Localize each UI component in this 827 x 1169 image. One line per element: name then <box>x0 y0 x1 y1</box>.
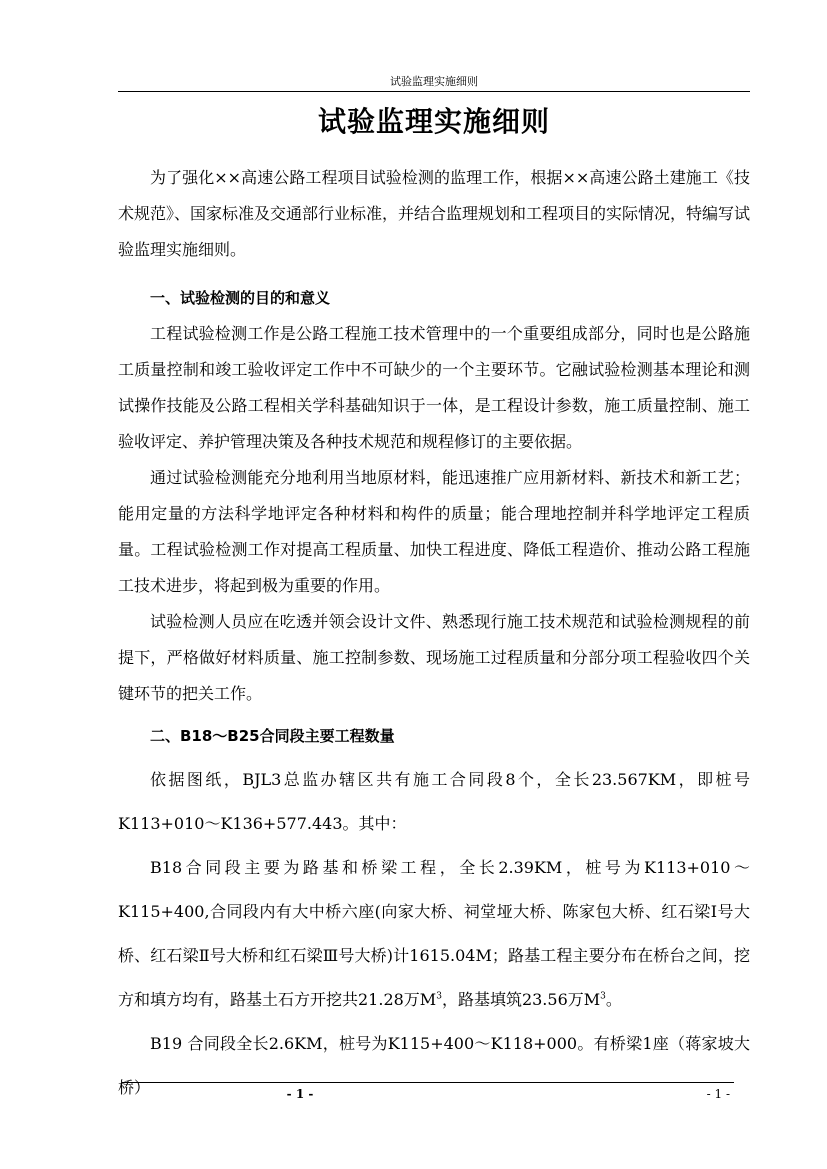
footer-divider <box>122 1082 734 1083</box>
b18-text-c: 。 <box>605 990 622 1009</box>
section-1 <box>118 280 750 712</box>
section-1-paragraph: 通过试验检测能充分地利用当地原材料，能迅速推广应用新材料、新技术和新工艺；能用定量的方法科学地评定各种材料和构件的质量；能合理地控制并科学地评定工程质量。工程试验检测工作对提高工程质量、加快工程进度、降低工程造价、推动公路工程施工技术进步，将起到极为重要的作用。 <box>118 468 750 595</box>
page-number: - 1 - <box>286 1087 314 1101</box>
page-number-right: - 1 - <box>706 1087 730 1101</box>
cubic-superscript: 3 <box>600 991 606 1002</box>
section-2 <box>118 718 750 1110</box>
b18-text-b: ，路基填筑23.56万M <box>441 990 601 1009</box>
b18-text-a: B18合同段主要为路基和桥梁工程，全长2.39KM，桩号为K113+010～K115+400,合同段内有大中桥六座(向家大桥、祠堂垭大桥、陈家包大桥、红石梁Ⅰ号大桥、红石梁Ⅱ号大桥和红石梁Ⅲ号大桥)计1615.04M；路基工程主要分布在桥台之间，挖方和填方均有，路基土石方开挖共21.28万M <box>118 858 750 1009</box>
section-1-paragraph: 试验检测人员应在吃透并领会设计文件、熟悉现行施工技术规范和试验检测规程的前提下，严格做好材料质量、施工控制参数、现场施工过程质量和分部分项工程验收四个关键环节的把关工作。 <box>118 612 750 703</box>
header-divider <box>118 91 750 92</box>
section-2-paragraph: 依据图纸，BJL3总监办辖区共有施工合同段8个，全长23.567KM，即桩号K113+010～K136+577.443。其中： <box>118 770 750 833</box>
section-2-heading: 二、B18～B25合同段主要工程数量 <box>150 727 395 745</box>
cubic-superscript: 3 <box>436 991 442 1002</box>
document-title: 试验监理实施细则 <box>317 105 550 138</box>
section-2-paragraph <box>118 846 750 1022</box>
section-2-paragraph: B19 合同段全长2.6KM，桩号为K115+400～K118+000。有桥梁1座（蒋家坡大桥） <box>118 1034 750 1097</box>
intro-paragraph: 为了强化××高速公路工程项目试验检测的监理工作，根据××高速公路土建施工《技术规范》、国家标准及交通部行业标准，并结合监理规划和工程项目的实际情况，特编写试验监理实施细则。 <box>118 168 751 259</box>
section-intro <box>118 160 750 268</box>
section-1-heading: 一、试验检测的目的和意义 <box>150 289 331 307</box>
running-header: 试验监理实施细则 <box>390 75 478 88</box>
section-1-paragraph: 工程试验检测工作是公路工程施工技术管理中的一个重要组成部分，同时也是公路施工质量控制和竣工验收评定工作中不可缺少的一个主要环节。它融试验检测基本理论和测试操作技能及公路工程相关学科基础知识于一体，是工程设计参数，施工质量控制、施工验收评定、养护管理决策及各种技术规范和规程修订的主要依据。 <box>118 324 750 451</box>
